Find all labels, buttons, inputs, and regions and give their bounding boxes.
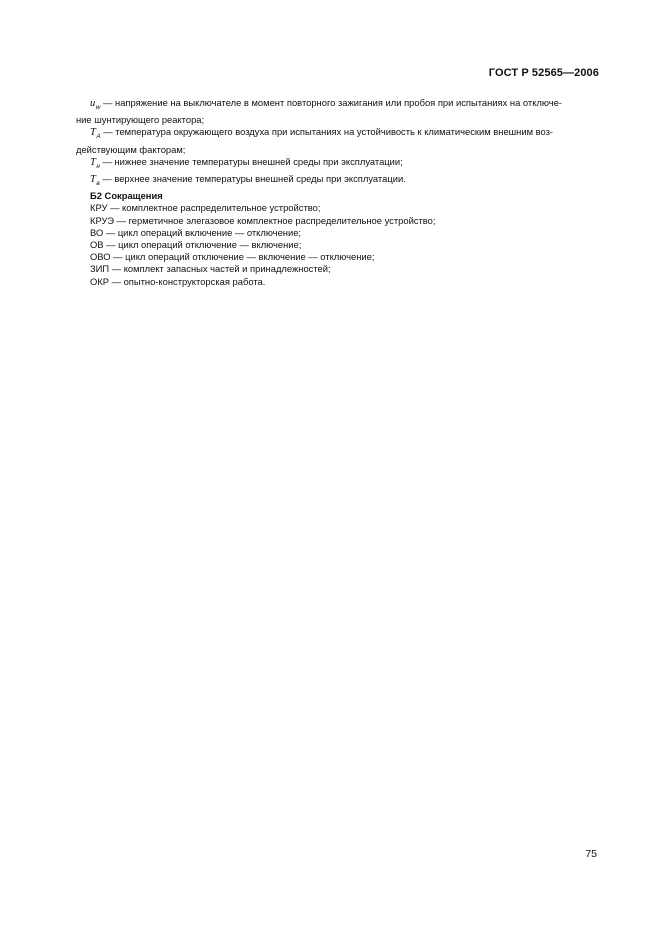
definition-item — [76, 126, 600, 155]
abbreviation-item: ОВО — цикл операций отключение — включение — отключение; — [90, 251, 375, 263]
symbol: u — [90, 98, 96, 109]
abbreviation-item: ОВ — цикл операций отключение — включение; — [90, 239, 302, 251]
symbol: T — [90, 127, 96, 139]
definition-line — [90, 126, 600, 143]
abbreviation-item: КРУ — комплектное распределительное устройство; — [90, 202, 321, 214]
definition-item — [90, 173, 600, 190]
abbreviation-item: ВО — цикл операций включение — отключение; — [90, 226, 302, 238]
symbol: T — [90, 156, 96, 168]
definition-text: — нижнее значение температуры внешней среды при эксплуатации; — [99, 155, 403, 167]
symbol-subscript: A — [96, 133, 101, 141]
definition-item — [90, 156, 600, 173]
symbol-subscript: н — [96, 162, 100, 170]
definition-item — [76, 97, 600, 126]
definition-continuation: действующим факторам; — [76, 143, 186, 155]
page-number: 75 — [585, 848, 597, 860]
definition-term — [90, 97, 101, 111]
definition-continuation: ние шунтирующего реактора; — [76, 114, 205, 126]
section-title: Б2 Сокращения — [90, 190, 163, 202]
symbol-subscript: в — [96, 180, 100, 188]
symbol-subscript: w — [95, 104, 101, 111]
abbreviation-item: ОКР — опытно-конструкторская работа. — [90, 275, 266, 287]
definition-line — [90, 173, 600, 190]
definition-text: — напряжение на выключателе в момент повторного зажигания или пробоя при испытаниях на отключе- — [100, 97, 562, 108]
definition-text: — температура окружающего воздуха при испытаниях на устойчивость к климатическим внешним воз- — [100, 126, 554, 138]
document-body — [76, 97, 600, 288]
symbol: T — [90, 174, 96, 186]
definition-line — [90, 156, 600, 173]
definition-line — [90, 97, 600, 114]
document-header: ГОСТ Р 52565—2006 — [488, 67, 599, 79]
abbreviation-item: КРУЭ — герметичное элегазовое комплектное распределительное устройство; — [90, 214, 436, 226]
definition-text: — верхнее значение температуры внешней среды при эксплуатации. — [99, 173, 406, 185]
abbreviation-item: ЗИП — комплект запасных частей и принадлежностей; — [90, 263, 331, 275]
